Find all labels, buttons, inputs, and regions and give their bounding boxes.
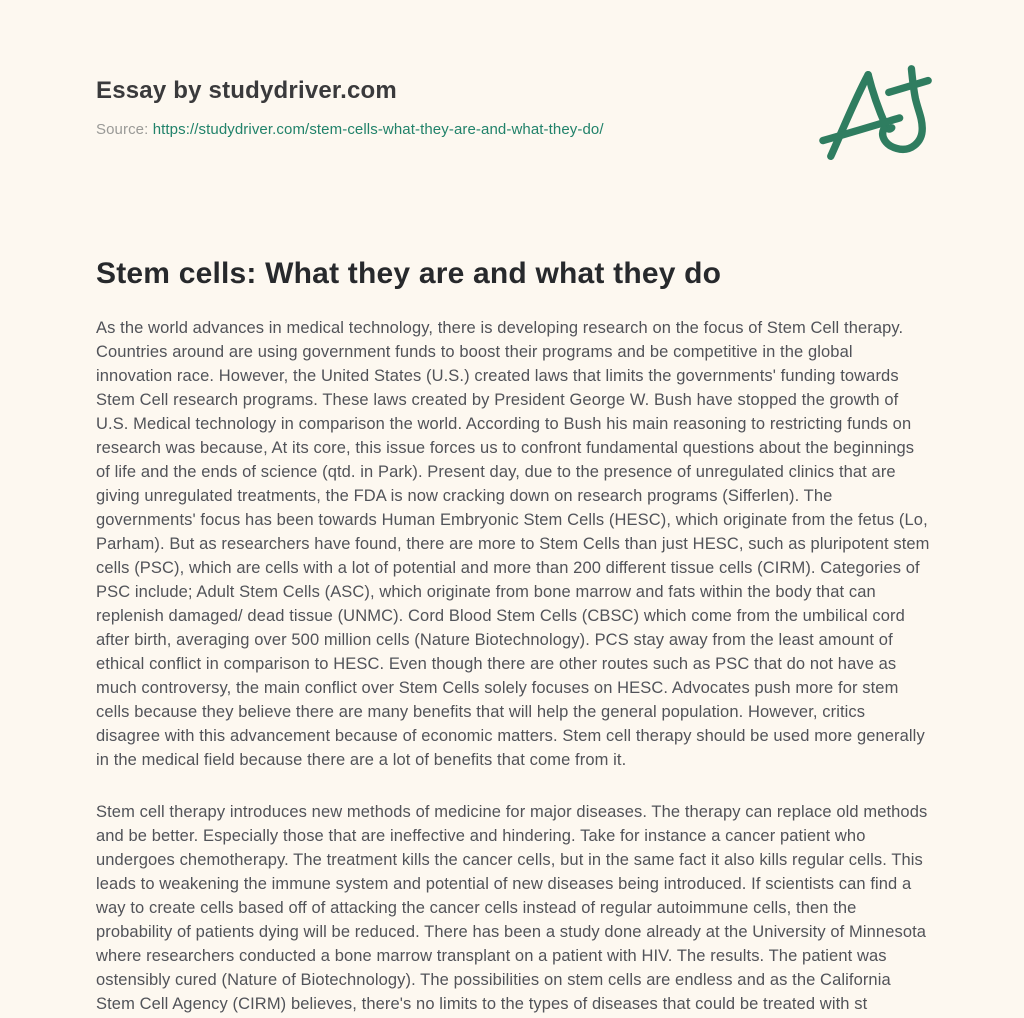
- essay-title: Stem cells: What they are and what they do: [96, 257, 722, 290]
- essay-paragraph-2: Stem cell therapy introduces new methods of medicine for major diseases. The therapy can replace old methods and be better. Especially those that are ineffective and hindering. Take for instance a cancer patient who undergoes chemotherapy. The treatment kills the cancer cells, but in the same fact it also kills regular cells. This leads to weakening the immune system and potential of new diseases being introduced. If scientists can find a way to create cells based off of attacking the cancer cells instead of regular autoimmune cells, then the probability of patients dying will be reduced. There has been a study done already at the University of Minnesota where researchers conducted a bone marrow transplant on a patient with HIV. The results. The patient was ostensibly cured (Nature of Biotechnology). The possibilities on stem cells are endless and as the California Stem Cell Agency (CIRM) believes, there's no limits to the types of diseases that could be treated with st: [96, 803, 928, 1013]
- page-header: [96, 76, 928, 139]
- essay-paragraph-1: As the world advances in medical technology, there is developing research on the focus of Stem Cell therapy. Countries around are using government funds to boost their programs and be competitive in the global innovation race. However, the United States (U.S.) created laws that limits the governments' funding towards Stem Cell research programs. These laws created by President George W. Bush have stopped the growth of U.S. Medical technology in comparison the world. According to Bush his main reasoning to restricting funds on research was because, At its core, this issue forces us to confront fundamental questions about the beginnings of life and the ends of science (qtd. in Park). Present day, due to the presence of unregulated clinics that are giving unregulated treatments, the FDA is now cracking down on research programs (Sifferlen). The governments' focus has been towards Human Embryonic Stem Cells (HESC), which originate from the fetus (Lo, Parham). But as researchers have found, there are more to Stem Cells than just HESC, such as pluripotent stem cells (PSC), which are cells with a lot of potential and more than 200 different tissue cells (CIRM). Categories of PSC include; Adult Stem Cells (ASC), which originate from bone marrow and fats within the body that can replenish damaged/ dead tissue (UNMC). Cord Blood Stem Cells (CBSC) which come from the umbilical cord after birth, averaging over 500 million cells (Nature Biotechnology). PCS stay away from the least amount of ethical conflict in comparison to HESC. Even though there are other routes such as PSC that do not have as much controversy, the main conflict over Stem Cells solely focuses on HESC. Advocates push more for stem cells because they believe there are many benefits that will help the general population. However, critics disagree with this advancement because of economic matters. Stem cell therapy should be used more generally in the medical field because there are a lot of benefits that come from it.: [96, 319, 930, 769]
- a-plus-grade-logo-icon: [818, 62, 936, 168]
- source-label: Source:: [96, 121, 149, 138]
- page-title: Essay by studydriver.com: [96, 77, 397, 104]
- source-url-link[interactable]: https://studydriver.com/stem-cells-what-they-are-and-what-they-do/: [152, 121, 604, 138]
- essay-article: [96, 256, 928, 1016]
- essay-body: [96, 316, 930, 1016]
- source-row: [96, 121, 928, 139]
